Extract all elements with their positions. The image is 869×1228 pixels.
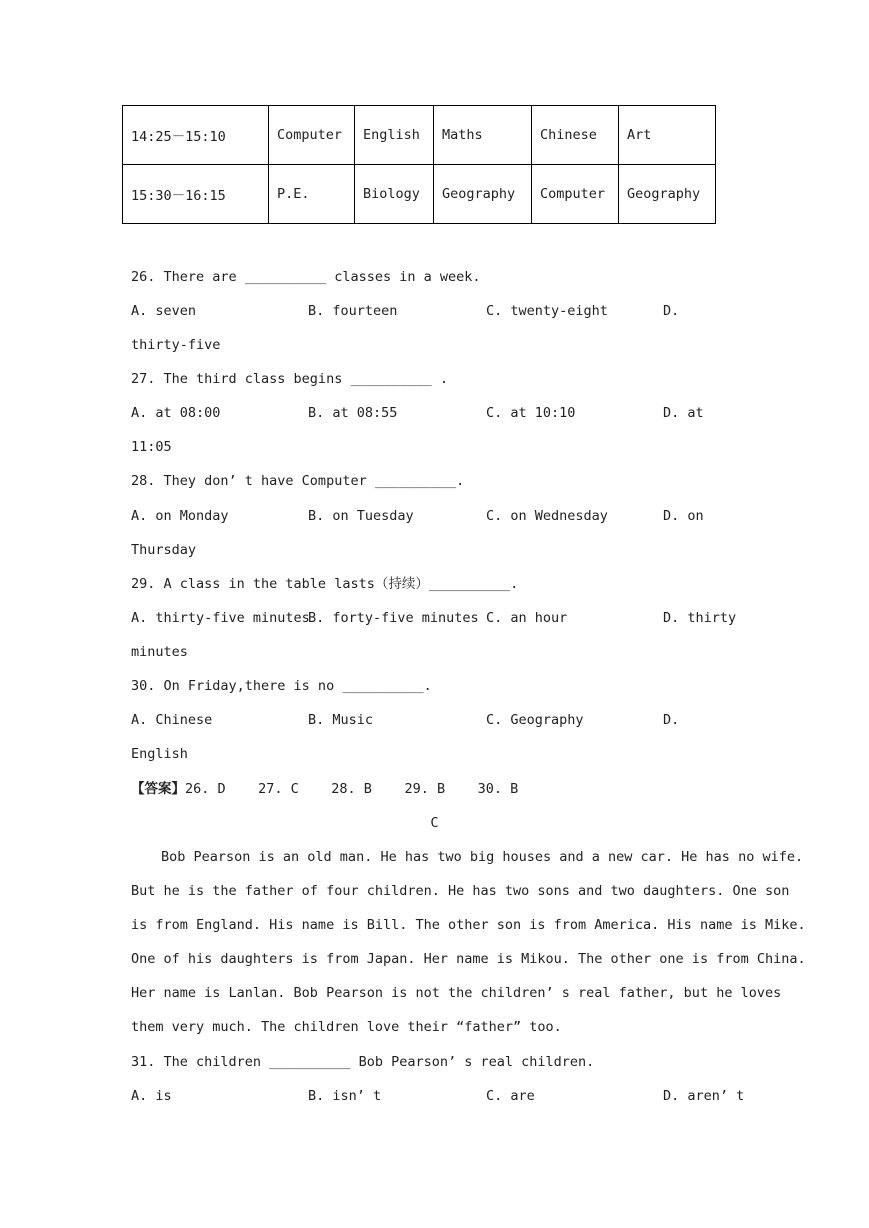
option-d-wrap: English — [131, 746, 188, 762]
question-27-stem: 27. The third class begins __________ . — [131, 371, 448, 387]
option-d[interactable]: D. aren’ t — [663, 1088, 745, 1104]
question-26-options — [131, 299, 741, 323]
question-28-stem: 28. They don’ t have Computer __________. — [131, 473, 465, 489]
passage-line: is from England. His name is Bill. The other son is from America. His name is Mike. — [131, 917, 806, 933]
answer-key-text: 26. D 27. C 28. B 29. B 30. B — [185, 781, 519, 797]
option-c[interactable]: C. at 10:10 — [486, 405, 576, 421]
subject-cell: Art — [619, 106, 716, 165]
subject-cell: Maths — [434, 106, 532, 165]
question-30-stem: 30. On Friday,there is no __________. — [131, 678, 432, 694]
subject-cell: Biology — [355, 165, 434, 224]
option-b[interactable]: B. fourteen — [308, 303, 398, 319]
answer-key-label: 【答案】 — [131, 781, 185, 797]
subject-cell: Computer — [532, 165, 619, 224]
question-26-stem: 26. There are __________ classes in a week. — [131, 269, 481, 285]
option-d[interactable]: D. at — [663, 405, 704, 421]
passage-line: them very much. The children love their “father” too. — [131, 1019, 562, 1035]
option-b[interactable]: B. on Tuesday — [308, 508, 414, 524]
option-a[interactable]: A. is — [131, 1088, 172, 1104]
option-c[interactable]: C. on Wednesday — [486, 508, 608, 524]
option-b[interactable]: B. at 08:55 — [308, 405, 398, 421]
subject-cell: Geography — [619, 165, 716, 224]
option-a[interactable]: A. on Monday — [131, 508, 229, 524]
question-30-options — [131, 708, 741, 732]
option-b[interactable]: B. forty-five minutes — [308, 610, 479, 626]
question-29-stem: 29. A class in the table lasts（持续）__________. — [131, 576, 519, 592]
subject-cell: P.E. — [269, 165, 355, 224]
question-28-options — [131, 504, 741, 528]
timetable — [122, 105, 716, 224]
timetable-row — [123, 106, 716, 165]
option-a[interactable]: A. Chinese — [131, 712, 213, 728]
option-a[interactable]: A. thirty-five minutes — [131, 610, 310, 626]
option-b[interactable]: B. isn’ t — [308, 1088, 382, 1104]
option-d[interactable]: D. on — [663, 508, 704, 524]
option-d-wrap: thirty-five — [131, 337, 221, 353]
answer-key — [131, 777, 518, 801]
subject-cell: Chinese — [532, 106, 619, 165]
passage-line: Her name is Lanlan. Bob Pearson is not the children’ s real father, but he loves — [131, 985, 782, 1001]
option-d[interactable]: D. thirty — [663, 610, 737, 626]
option-b[interactable]: B. Music — [308, 712, 374, 728]
question-29-options — [131, 606, 741, 630]
option-d-wrap: Thursday — [131, 542, 197, 558]
subject-cell: Geography — [434, 165, 532, 224]
passage-line: But he is the father of four children. He has two sons and two daughters. One son — [131, 883, 790, 899]
time-cell: 15:30－16:15 — [123, 165, 269, 224]
option-c[interactable]: C. an hour — [486, 610, 568, 626]
option-d-wrap: 11:05 — [131, 439, 172, 455]
subject-cell: Computer — [269, 106, 355, 165]
passage-line: Bob Pearson is an old man. He has two big houses and a new car. He has no wife. — [161, 849, 804, 865]
timetable-row — [123, 165, 716, 224]
question-31-options — [131, 1084, 745, 1108]
question-31-stem: 31. The children __________ Bob Pearson’ s real children. — [131, 1054, 595, 1070]
section-heading: C — [430, 815, 439, 831]
option-c[interactable]: C. are — [486, 1088, 535, 1104]
question-27-options — [131, 401, 741, 425]
option-c[interactable]: C. Geography — [486, 712, 584, 728]
option-d-wrap: minutes — [131, 644, 188, 660]
option-d[interactable]: D. — [663, 712, 680, 728]
subject-cell: English — [355, 106, 434, 165]
option-c[interactable]: C. twenty-eight — [486, 303, 608, 319]
time-cell: 14:25－15:10 — [123, 106, 269, 165]
passage-line: One of his daughters is from Japan. Her name is Mikou. The other one is from China. — [131, 951, 806, 967]
option-a[interactable]: A. seven — [131, 303, 197, 319]
option-d[interactable]: D. — [663, 303, 680, 319]
option-a[interactable]: A. at 08:00 — [131, 405, 221, 421]
